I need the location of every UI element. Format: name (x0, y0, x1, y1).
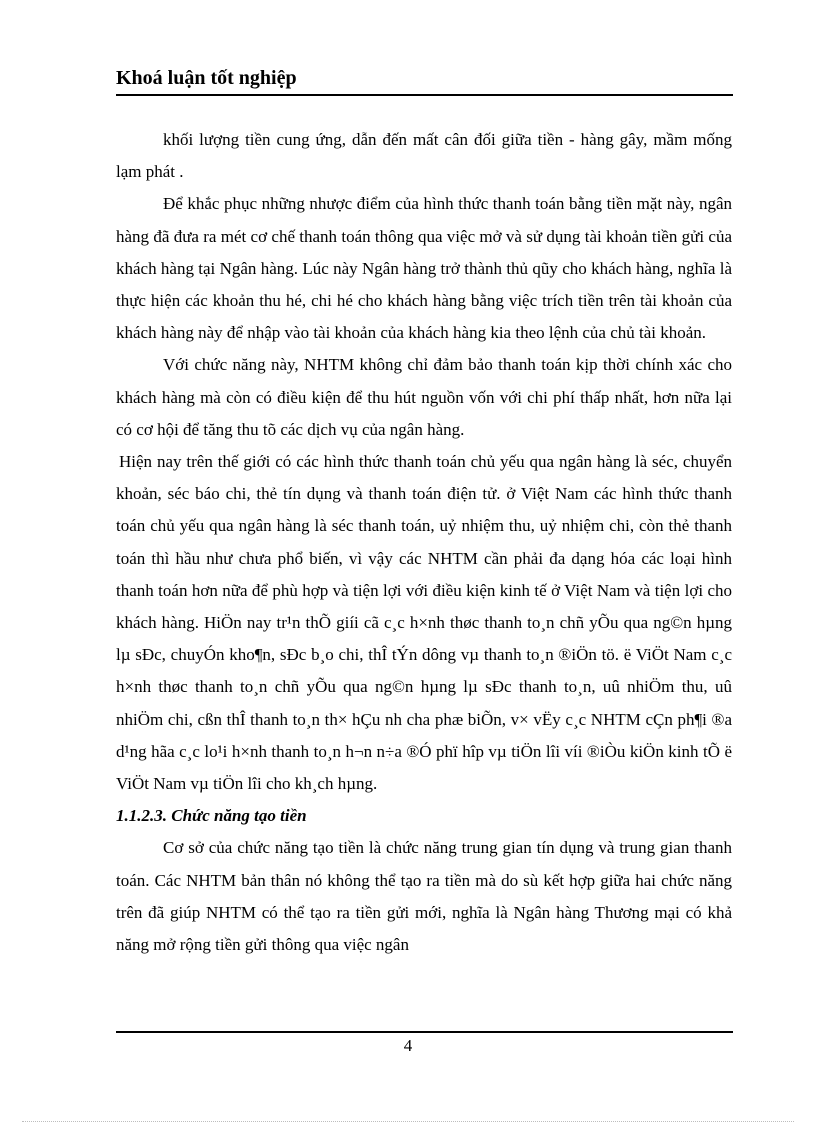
paragraph-3: Với chức năng này, NHTM không chỉ đảm bảo thanh toán kịp thời chính xác cho khách hàng mà còn có điều kiện để thu hút nguồn vốn với chi phí thấp nhất, hơn nữa lại có cơ hội để tăng thu tõ các dịch vụ của ngân hàng. (116, 355, 732, 439)
footer-divider (116, 1031, 733, 1033)
paragraph-1: khối lượng tiền cung ứng, dẫn đến mất cân đối giữa tiền - hàng gây, mầm mống lạm phát . (116, 130, 732, 182)
document-body (116, 124, 732, 961)
document-header-title: Khoá luận tốt nghiệp (116, 67, 297, 89)
header-divider (116, 94, 733, 96)
page-bottom-boundary (22, 1121, 794, 1122)
section-heading: 1.1.2.3. Chức năng tạo tiền (116, 806, 307, 826)
page-number: 4 (403, 1036, 413, 1055)
section-paragraph: Cơ sở của chức năng tạo tiền là chức năng trung gian tín dụng và trung gian thanh toán. Các NHTM bản thân nó không thể tạo ra tiền mà do sù kết hợp giữa hai chức năng trên đã giúp NHTM có thể tạo ra tiền gửi mới, nghĩa là Ngân hàng Thương mại có khả năng mở rộng tiền gửi thông qua việc ngân (116, 838, 732, 955)
paragraph-2: Để khắc phục những nhược điểm của hình thức thanh toán bằng tiền mặt này, ngân hàng đã đưa ra mét cơ chế thanh toán thông qua việc mở và sử dụng tài khoản tiền gửi của khách hàng tại Ngân hàng. Lúc này Ngân hàng trở thành thủ qũy cho khách hàng, nghĩa là thực hiện các khoản thu hé, chi hé cho khách hàng bằng việc trích tiền trên tài khoản của khách hàng này để nhập vào tài khoản của khách hàng kia theo lệnh của chủ tài khoản. (116, 194, 732, 343)
paragraph-4: Hiện nay trên thế giới có các hình thức thanh toán chủ yếu qua ngân hàng là séc, chuyển khoản, séc báo chi, thẻ tín dụng và thanh toán điện tử. ở Việt Nam các hình thức thanh toán chủ yếu qua ngân hàng là séc thanh toán, uỷ nhiệm thu, uỷ nhiệm chi, còn thẻ thanh toán thì hầu như chưa phổ biến, vì vậy các NHTM cần phải đa dạng hóa các loại hình thanh toán hơn nữa để phù hợp và tiện lợi với điều kiện kinh tế ở Việt Nam và tiện lợi cho khách hàng. HiÖn nay tr¹n thÕ giíi cã c¸c h×nh thøc thanh to¸n chñ yÕu qua ng©n hµng lµ sÐc, chuyÓn kho¶n, sÐc b¸o chi, thÎ tÝn dông vµ thanh to¸n ®iÖn tö. ë ViÖt Nam c¸c h×nh thøc thanh to¸n chñ yÕu qua ng©n hµng lµ sÐc thanh to¸n, uû nhiÖm thu, uû nhiÖm chi, cßn thÎ thanh to¸n th× hÇu nh cha phæ biÕn, v× vËy c¸c NHTM cÇn ph¶i ®a d¹ng hãa c¸c lo¹i h×nh thanh to¸n h¬n n÷a ®Ó phï hîp vµ tiÖn lîi víi ®iÒu kiÖn kinh tÕ ë ViÖt Nam vµ tiÖn lîi cho kh¸ch hµng. (116, 452, 732, 794)
